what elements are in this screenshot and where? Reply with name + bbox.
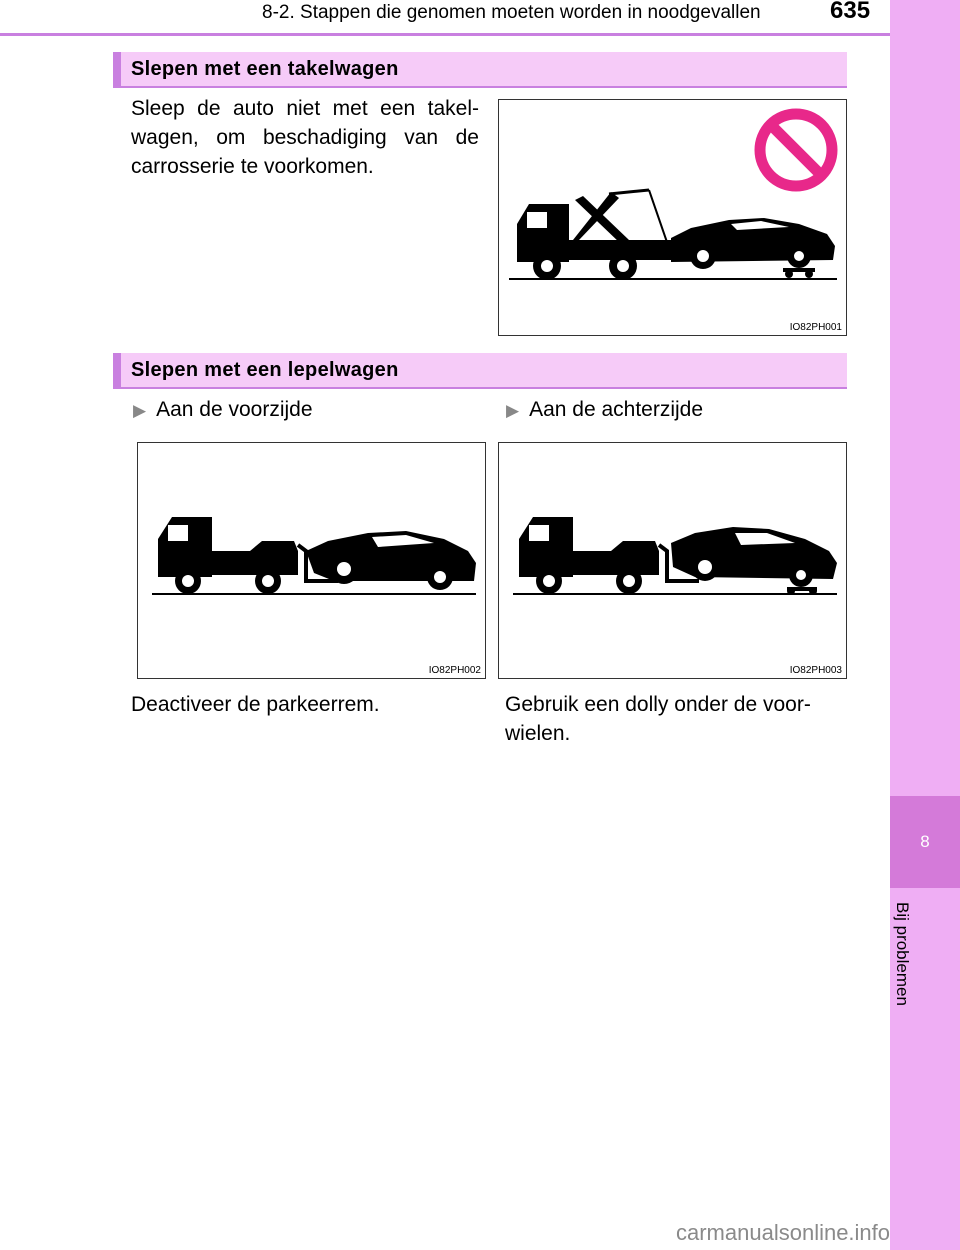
caption-line: wielen.	[505, 722, 571, 745]
page-header-title: 8-2. Stappen die genomen moeten worden in noodgevallen	[262, 2, 761, 23]
warning-text-line: Sleep de auto niet met een takel-	[131, 97, 479, 120]
bullet-text: Aan de voorzijde	[156, 398, 313, 421]
section-heading-text: Slepen met een lepelwagen	[131, 359, 399, 381]
header-rule	[0, 33, 890, 36]
prohibition-icon	[760, 114, 832, 186]
bullet-front	[133, 398, 313, 422]
section-heading-tow-truck	[113, 52, 847, 88]
warning-text	[131, 94, 479, 181]
section-heading-text: Slepen met een takelwagen	[131, 58, 399, 80]
figure-front-tow	[137, 442, 486, 679]
tow-truck-illustration	[499, 100, 848, 337]
front-tow-illustration	[138, 443, 487, 680]
wheel-lift-truck-icon	[519, 517, 699, 594]
figure-code: IO82PH003	[789, 665, 842, 676]
chapter-number: 8	[920, 832, 930, 851]
caption-rear	[505, 690, 850, 748]
bullet-text: Aan de achterzijde	[529, 398, 704, 421]
car-icon	[671, 527, 837, 595]
tow-truck-icon	[517, 190, 679, 280]
car-icon	[671, 218, 835, 278]
caption-line: Gebruik een dolly onder de voor-	[505, 693, 811, 716]
warning-text-line: carrosserie te voorkomen.	[131, 155, 374, 178]
page-number: 635	[830, 0, 871, 24]
figure-rear-tow	[498, 442, 847, 679]
watermark-text: carmanualsonline.info	[676, 1220, 891, 1245]
section-heading-wheel-lift	[113, 353, 847, 389]
warning-text-line: wagen, om beschadiging van de	[131, 126, 479, 149]
chapter-label: Bij problemen	[893, 902, 912, 1006]
triangle-bullet-icon: ▶	[506, 401, 520, 420]
rear-tow-illustration	[499, 443, 848, 680]
bullet-rear	[506, 398, 703, 422]
caption-front: Deactiveer de parkeerrem.	[131, 693, 380, 716]
figure-tow-truck-prohibited	[498, 99, 847, 336]
figure-code: IO82PH002	[428, 665, 481, 676]
triangle-bullet-icon: ▶	[133, 401, 147, 420]
chapter-side-tab	[890, 0, 960, 1250]
figure-code: IO82PH001	[789, 322, 842, 333]
